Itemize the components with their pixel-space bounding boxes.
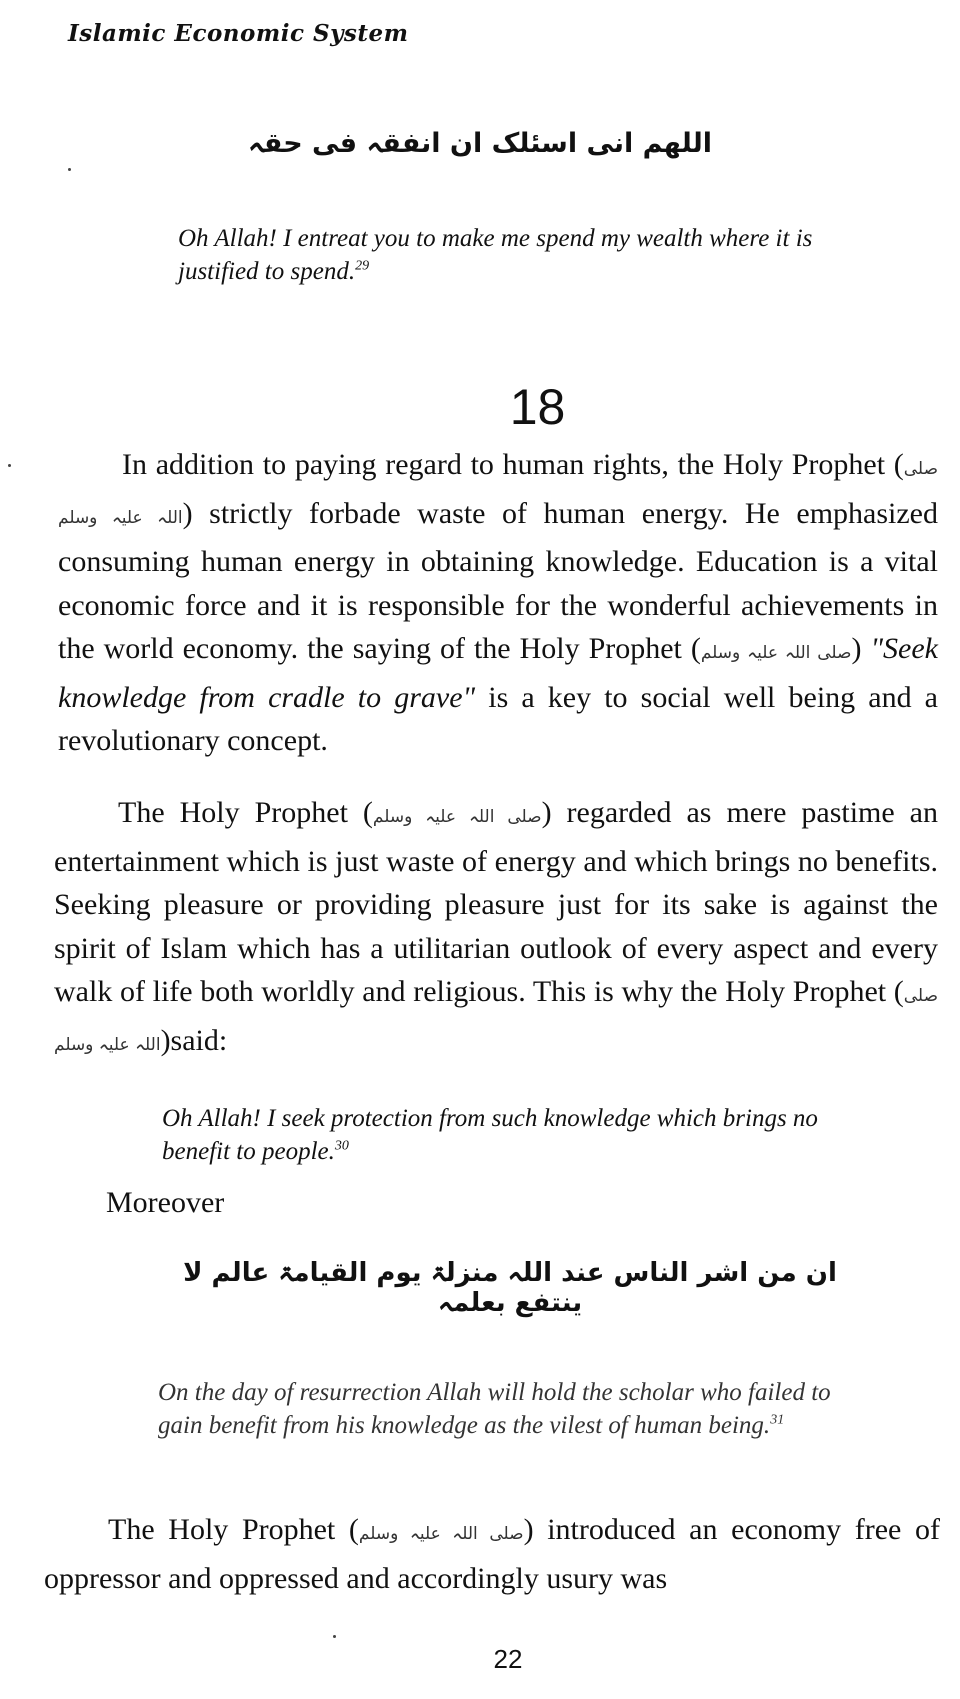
paragraph-2-part-a: The Holy Prophet (: [118, 796, 373, 829]
page-number: 22: [493, 1644, 523, 1674]
honorific-glyph: صلی اللہ علیہ وسلم: [700, 643, 852, 663]
footnote-ref-31: 31: [770, 1412, 785, 1428]
quote-3-text: On the day of resurrection Allah will hold the scholar who failed to gain benefit from his knowledge as the vilest of human being.: [158, 1379, 831, 1439]
translation-quote-3: [158, 1376, 858, 1442]
honorific-glyph: صلی اللہ علیہ وسلم: [372, 807, 542, 827]
moreover-line: Moreover: [106, 1186, 225, 1219]
translation-quote-1: [178, 222, 858, 288]
paragraph-2: [54, 791, 938, 1067]
hadith-quote-italic: "Seek knowledge from cradle to grave": [58, 632, 938, 714]
paragraph-1-part-b: ) strictly forbade waste of human energy. He emphasized consuming human energy in obtaining knowledge. Education is a vital economic force and it is responsible for the wonderful achievements in the world economy. the saying of the Holy Prophet (: [58, 496, 939, 665]
paragraph-1: [58, 443, 938, 763]
arabic-supplication: اللهم انی اسئلک ان انفقہ فی حقہ: [247, 128, 713, 159]
paragraph-1-part-d: is a key to social well being and a revolutionary concept.: [58, 680, 938, 757]
honorific-glyph: صلی اللہ علیہ وسلم: [54, 986, 938, 1055]
scan-speck: [8, 464, 11, 467]
scan-speck: [68, 168, 71, 171]
paragraph-3-part-b: ) introduced an economy free of oppressor and oppressed and accordingly usury was: [44, 1513, 940, 1595]
footnote-ref-29: 29: [355, 258, 370, 274]
paragraph-2-part-c: )said:: [160, 1023, 228, 1057]
arabic-hadith: ان من اشر الناس عند اللہ منزلۃ یوم القیامۃ عالم لا ینتفع بعلمہ: [183, 1258, 837, 1318]
running-title: Islamic Economic System: [68, 20, 409, 47]
paragraph-2-part-b: ) regarded as mere pastime an entertainment which is just waste of energy and which brings no benefits. Seeking pleasure or providing pleasure just for its sake is against the spirit of Islam which has a utilitarian outlook of every aspect and every walk of life both worldly and religious. This is why the Holy Prophet (: [54, 796, 938, 1008]
scan-speck: [333, 1635, 336, 1638]
footnote-ref-30: 30: [334, 1138, 349, 1154]
quote-1-text: Oh Allah! I entreat you to make me spend my wealth where it is justified to spend.: [178, 225, 813, 285]
paragraph-3-part-a: The Holy Prophet (: [108, 1513, 359, 1546]
section-number: 18: [509, 379, 566, 435]
paragraph-3: [44, 1508, 940, 1600]
translation-quote-2: [162, 1102, 862, 1168]
quote-2-text: Oh Allah! I seek protection from such knowledge which brings no benefit to people.: [162, 1105, 818, 1165]
honorific-glyph: صلی اللہ علیہ وسلم: [58, 459, 938, 528]
paragraph-1-part-a: In addition to paying regard to human rights, the Holy Prophet (: [122, 448, 904, 481]
paragraph-1-part-c: ): [851, 632, 871, 665]
honorific-glyph: صلی اللہ علیہ وسلم: [358, 1524, 524, 1544]
